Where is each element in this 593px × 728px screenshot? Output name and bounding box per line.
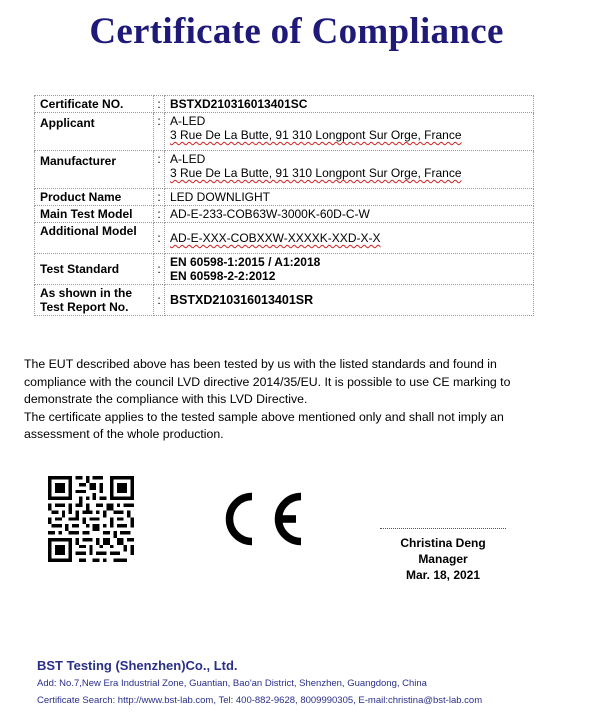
signature-date: Mar. 18, 2021 [405,568,481,582]
row-main-test-model [35,206,534,223]
signature-line [380,528,506,529]
row-test-standard [35,254,534,285]
test-standard-2: EN 60598-2-2:2012 [170,269,276,283]
manufacturer-name: A-LED [170,152,206,166]
applicant-address: 3 Rue De La Butte, 91 310 Longpont Sur Orge, France [170,128,462,142]
row-manufacturer [35,151,534,189]
colon: : [154,206,165,223]
row-product-name [35,189,534,206]
label-test-standard: Test Standard [35,254,154,285]
colon: : [154,151,165,189]
signer-name: Christina Deng [400,536,486,550]
value-main-test-model: AD-E-233-COB63W-3000K-60D-C-W [165,206,534,223]
certificate-info-table [34,95,534,316]
applicant-name: A-LED [170,114,206,128]
certificate-title: Certificate of Compliance [89,11,504,52]
colon: : [154,96,165,113]
colon: : [154,189,165,206]
paragraph-scope: The certificate applies to the tested sample above mentioned only and shall not imply an assessment of the whole production. [24,409,504,441]
colon: : [154,113,165,151]
signature-block [380,528,506,583]
footer-company: BST Testing (Shenzhen)Co., Ltd. [37,658,238,673]
label-certificate-no: Certificate NO. [35,96,154,113]
paragraph-compliance: The EUT described above has been tested by us with the listed standards and found in compliance with the council LVD directive 2014/35/EU. It is possible to use CE marking to demonstrate the compliance with this LVD Directive. [24,357,511,406]
value-applicant [165,113,534,151]
ce-mark-icon [218,490,306,548]
colon: : [154,254,165,285]
label-manufacturer: Manufacturer [35,151,154,189]
colon: : [154,223,165,254]
label-main-test-model: Main Test Model [35,206,154,223]
label-test-report: As shown in the Test Report No. [35,285,154,316]
label-additional-model: Additional Model [35,223,154,254]
value-manufacturer [165,151,534,189]
qr-code-icon [48,476,134,562]
value-test-standard [165,254,534,285]
manufacturer-address: 3 Rue De La Butte, 91 310 Longpont Sur Orge, France [170,166,462,180]
value-additional-model [165,223,534,254]
row-applicant [35,113,534,151]
signer-role: Manager [418,552,468,566]
value-product-name: LED DOWNLIGHT [165,189,534,206]
value-certificate-no: BSTXD210316013401SC [165,96,534,113]
footer-contact: Certificate Search: http://www.bst-lab.com, Tel: 400-882-9628, 8009990305, E-mail:christina@bst-lab.com [37,695,483,706]
row-additional-model [35,223,534,254]
value-test-report: BSTXD210316013401SR [165,285,534,316]
row-test-report [35,285,534,316]
label-applicant: Applicant [35,113,154,151]
additional-model-text: AD-E-XXX-COBXXW-XXXXK-XXD-X-X [170,231,381,245]
footer-address: Add: No.7,New Era Industrial Zone, Guantian, Bao'an District, Shenzhen, Guangdong, China [37,678,427,689]
footer [37,657,577,709]
test-standard-1: EN 60598-1:2015 / A1:2018 [170,255,321,269]
row-certificate-no [35,96,534,113]
compliance-statement [24,356,554,444]
label-product-name: Product Name [35,189,154,206]
colon: : [154,285,165,316]
